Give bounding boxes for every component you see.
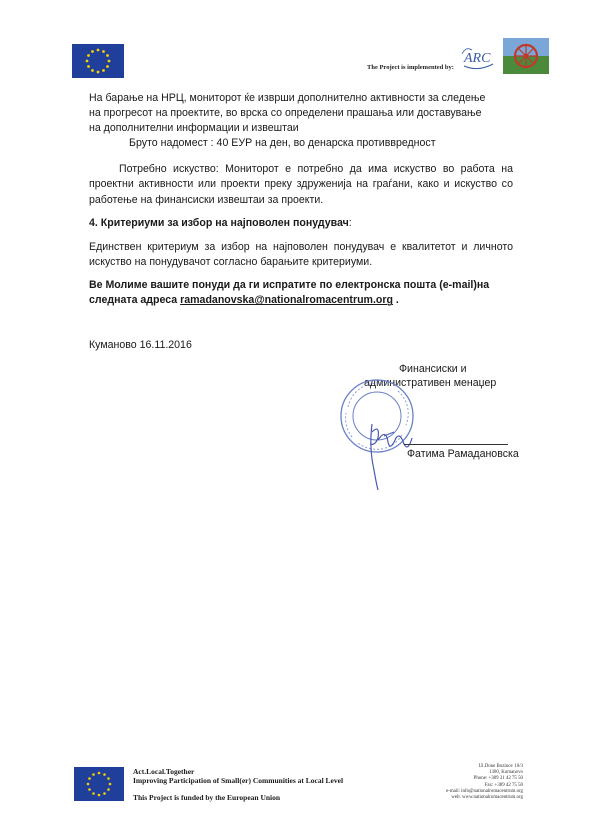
address-line: Fax: +389 42 75 50 <box>484 782 523 788</box>
criteria-paragraph: Единствен критериум за избор на најповолен понудувач е квалитетот и личното искуство на понудувачот согласно барањите критериуми. <box>89 241 513 269</box>
body-line-2: на прогресот на проектите, во врска со определени прашања или доставување <box>89 107 482 119</box>
submit-end: . <box>392 294 399 307</box>
submit-paragraph <box>89 278 513 309</box>
svg-text:ARC: ARC <box>464 51 491 66</box>
footer-address <box>410 764 523 801</box>
roma-wheel-flag-icon <box>503 38 549 74</box>
date-place: Куманово 16.11.2016 <box>89 339 192 351</box>
eu-flag-icon <box>72 44 124 78</box>
address-web[interactable]: web: www.nationalromacentrum.org <box>451 795 523 801</box>
section-4-heading <box>89 216 519 231</box>
footer-line-1: Act.Local.Together <box>133 767 195 776</box>
signer-title-line-2: административен менаџер <box>364 377 497 389</box>
body-line-1: На барање на НРЦ, мониторот ќе изврши дополнително активности за следење <box>89 92 486 104</box>
address-line: 1300, Kumanovo <box>489 770 523 776</box>
submit-text: Ве Молиме вашите понуди да ги испратите по електронска пошта (e-mail)на следната адреса <box>89 279 490 307</box>
eu-flag-footer-icon <box>74 767 124 801</box>
arc-logo-icon <box>460 44 496 74</box>
section-4-title: 4. Критериуми за избор на најповолен понудувач <box>89 217 349 229</box>
signer-name: Фатима Рамадановска <box>407 448 519 460</box>
signature-line <box>404 444 508 445</box>
address-email[interactable]: e-mail: info@nationalromacentrum.org <box>446 788 523 794</box>
signer-title-line-1: Финансиски и <box>399 363 467 375</box>
experience-paragraph: Потребно искуство: Мониторот е потребно да има искуство во работа на проектни активности или проекти преку здруженија на граѓани, како и искуство со работење на финансиски извештаи за проекти. <box>89 163 513 206</box>
address-line: Phone: +389 31 42 75 50 <box>473 776 523 782</box>
body-line-3: на дополнителни информации и извештаи <box>89 122 299 134</box>
footer-line-2: Improving Participation of Small(er) Communities at Local Level <box>133 776 344 785</box>
section-4-colon: : <box>348 217 352 229</box>
email-link[interactable]: ramadanovska@nationalromacentrum.org <box>180 294 393 307</box>
fee-line: Бруто надомест : 40 ЕУР на ден, во денарска противвредност <box>129 137 436 149</box>
footer-line-3: This Project is funded by the European Union <box>133 793 281 802</box>
address-line: Ul.Done Bozinov 10/3 <box>478 764 523 769</box>
implemented-by-label: The Project is implemented by: <box>367 64 454 71</box>
